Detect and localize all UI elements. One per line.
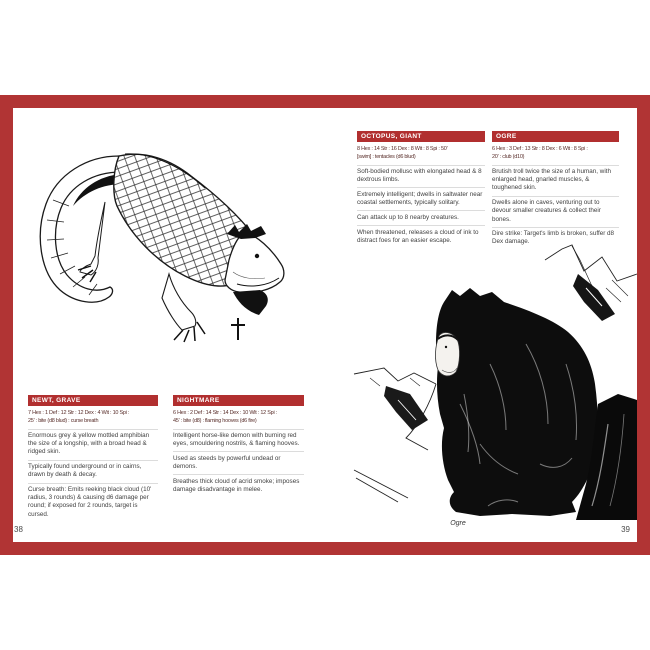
stat-line-2: 25' : bite (d8 blud) : curse breath xyxy=(28,418,99,424)
entry-paragraph: Breathes thick cloud of acrid smoke; imposes damage disadvantage in melee. xyxy=(173,474,304,497)
monster-entry-ogre xyxy=(492,131,619,250)
entry-paragraph: Typically found underground or in cairns, drawn by death & decay. xyxy=(28,460,158,483)
stat-line-2: [swim] : tentacles (d6 blud) xyxy=(357,154,416,160)
stat-block xyxy=(173,409,304,429)
page-number-left: 38 xyxy=(14,525,23,534)
stat-line-1: 6 Hex : 3 Def : 13 Str : 8 Dex : 6 Wit : 8 Spi : xyxy=(492,145,588,152)
stat-block xyxy=(28,409,158,429)
stat-block xyxy=(492,145,619,165)
entry-paragraph: Used as steeds by powerful undead or demons. xyxy=(173,451,304,474)
monster-entry-newt-grave xyxy=(28,395,158,522)
grave-cross-icon xyxy=(231,318,245,340)
entry-paragraph: Enormous grey & yellow mottled amphibian the size of a longship, with a broad head & ridged skin. xyxy=(28,429,158,460)
entry-title: NEWT, GRAVE xyxy=(28,395,158,406)
stat-line-1: 6 Hex : 2 Def : 14 Str : 14 Dex : 10 Wit : 12 Spi : xyxy=(173,409,278,416)
stat-line-2: 45' : bite (d8) : flaming hooves (d6 fire) xyxy=(173,418,257,424)
entry-paragraph: When threatened, releases a cloud of ink to distract foes for an easier escape. xyxy=(357,225,485,248)
page-number-right: 39 xyxy=(621,525,630,534)
entry-paragraph: Dwells alone in caves, venturing out to devour smaller creatures & collect their bones. xyxy=(492,196,619,227)
stat-line-2: 20' : club (d10) xyxy=(492,154,525,160)
monster-entry-nightmare xyxy=(173,395,304,497)
grave-newt-illustration xyxy=(33,140,289,346)
illustration-caption: Ogre xyxy=(450,520,466,527)
entry-paragraph: Curse breath: Emits reeking black cloud (10' radius, 3 rounds) & causing d6 damage per round; if exposed for 2 rounds, target is cursed. xyxy=(28,483,158,522)
stat-block xyxy=(357,145,485,165)
monster-entry-octopus-giant xyxy=(357,131,485,248)
stat-line-1: 7 Hex : 1 Def : 12 Str : 12 Dex : 4 Wit : 10 Spi : xyxy=(28,409,130,416)
entry-paragraph: Extremely intelligent; dwells in saltwater near coastal settlements, typically solitary. xyxy=(357,187,485,210)
entry-paragraph: Dire strike: Target's limb is broken, suffer d8 Dex damage. xyxy=(492,227,619,250)
entry-title: OCTOPUS, GIANT xyxy=(357,131,485,142)
entry-title: NIGHTMARE xyxy=(173,395,304,406)
entry-title: OGRE xyxy=(492,131,619,142)
entry-paragraph: Intelligent horse-like demon with burning red eyes, smouldering nostrils, & flaming hooves. xyxy=(173,429,304,452)
ogre-illustration xyxy=(340,244,638,520)
entry-paragraph: Brutish troll twice the size of a human, with enlarged head, gnarled muscles, & toughened skin. xyxy=(492,165,619,196)
entry-paragraph: Can attack up to 8 nearby creatures. xyxy=(357,210,485,225)
entry-paragraph: Soft-bodied mollusc with elongated head & 8 dextrous limbs. xyxy=(357,165,485,188)
stat-line-1: 8 Hex : 14 Str : 16 Dex : 8 Wit : 8 Spi : 50' xyxy=(357,145,448,152)
